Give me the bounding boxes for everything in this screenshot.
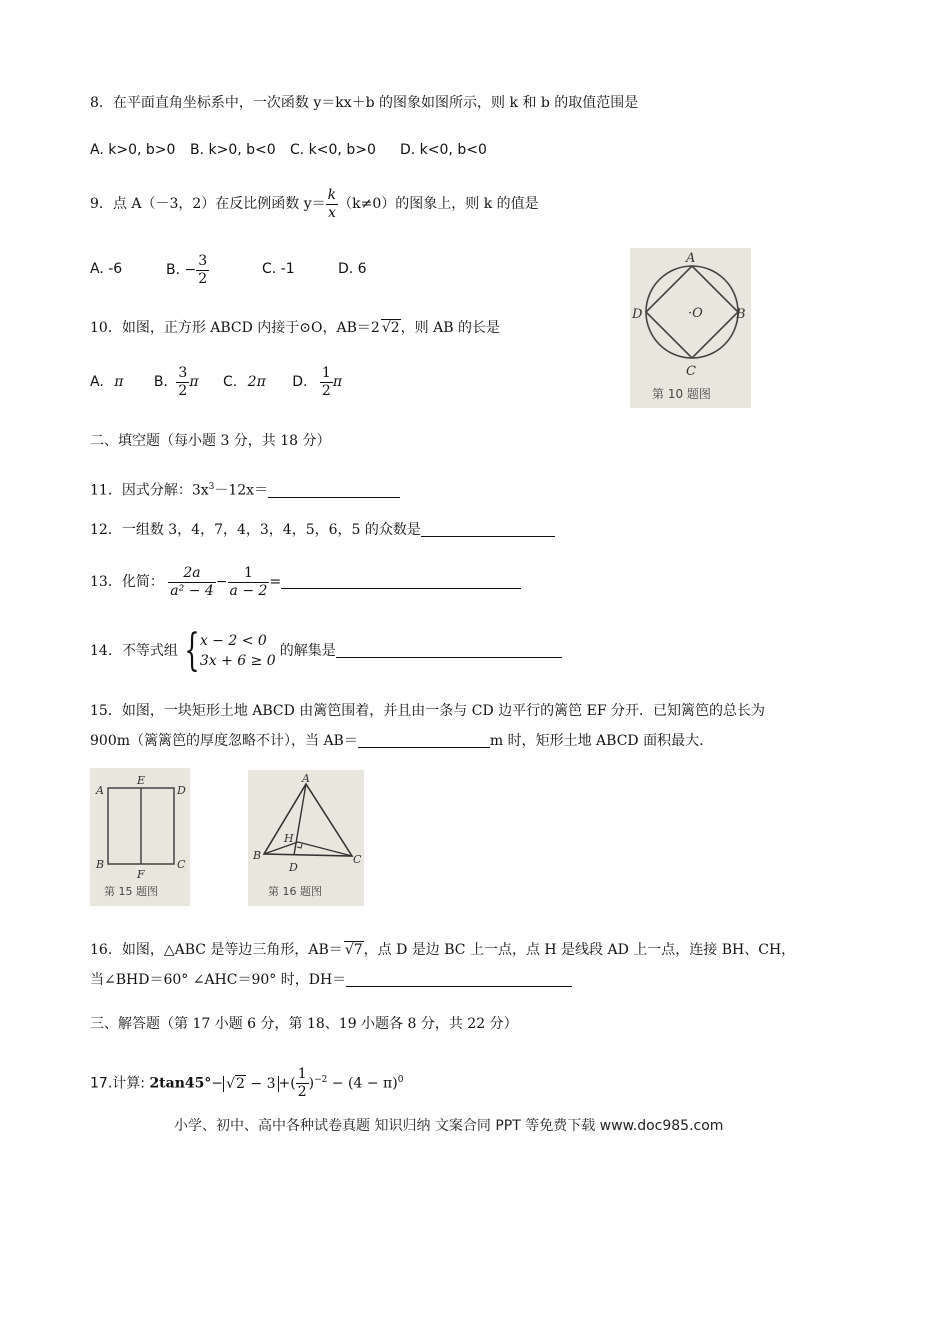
q15-label-b: B (96, 858, 105, 871)
q10-option-d-frac (320, 365, 333, 400)
q9-stem-b: （k≠0）的图象上，则 k 的值是 (338, 196, 539, 212)
q10-figure (630, 248, 751, 408)
q15-answer-blank[interactable] (358, 731, 490, 748)
q9-frac-den: x (326, 204, 338, 222)
q15-label-f: F (137, 868, 145, 881)
q9-fraction (326, 187, 338, 222)
q13-stem: 13．化简： (90, 574, 164, 590)
q9-option-a: A. -6 (90, 261, 123, 277)
q15-line-1: 15．如图，一块矩形土地 ABCD 由篱笆围着，并且由一条与 CD 边平行的篱笆 EF 分开．已知篱笆的总长为 (90, 703, 765, 719)
q9-option-c: C. -1 (262, 261, 295, 277)
q16-label-c: C (353, 853, 362, 866)
q14 (90, 625, 562, 676)
q10-option-d-num: 1 (321, 364, 331, 381)
q17-abs-root: √ (226, 1075, 236, 1092)
q9-stem-a: 9．点 A（－3，2）在反比例函数 y＝ (90, 196, 326, 212)
q9-option-d: D. 6 (338, 261, 367, 277)
q14-brace: { (184, 625, 200, 676)
q10-option-b-den: 2 (178, 382, 188, 399)
q12-stem: 12．一组数 3，4，7，4，3，4，5，6，5 的众数是 (90, 522, 421, 538)
q14-stem-a: 14．不等式组 (90, 643, 178, 659)
q13-f2-den: a − 2 (229, 582, 268, 599)
q10-stem-a: 10．如图，正方形 ABCD 内接于⊙O，AB＝2 (90, 320, 380, 336)
q17-minus: − (211, 1075, 224, 1092)
q16-line-1 (90, 940, 795, 960)
q10-option-d-den: 2 (321, 382, 331, 399)
q9-option-b-label: B. (166, 262, 181, 278)
q16-label-d: D (289, 861, 298, 874)
q13-f1-num: 2a (183, 564, 201, 581)
q10-option-b-label: B. (153, 374, 168, 390)
q14-answer-blank[interactable] (336, 641, 562, 658)
q11-stem-a: 11．因式分解：3x (90, 482, 209, 499)
q16-caption: 第 16 题图 (268, 885, 322, 898)
q14-stem-b: 的解集是 (279, 643, 336, 659)
q11 (90, 477, 400, 501)
q13-minus: − (215, 574, 228, 590)
q16-sqrt-val: 7 (353, 942, 363, 958)
q9-option-b-frac (196, 253, 209, 288)
q16-figure (248, 770, 364, 906)
q10-option-a-label: A. (90, 374, 104, 390)
q15-label-a: A (96, 784, 104, 797)
q17-term-pi: − (4 − π) (327, 1075, 398, 1092)
q16-answer-blank[interactable] (346, 970, 572, 987)
q13-eq: = (269, 574, 282, 590)
q17 (90, 1060, 403, 1104)
section-3-heading: 三、解答题（第 17 小题 6 分，第 18、19 小题各 8 分，共 22 分） (90, 1016, 518, 1032)
q13-answer-blank[interactable] (281, 572, 521, 589)
q13-f2-num: 1 (244, 564, 253, 581)
q13-f1-den: a² − 4 (170, 582, 214, 599)
q15-caption: 第 15 题图 (104, 885, 158, 898)
q10-label-b: B (736, 307, 746, 322)
q10-stem (90, 318, 500, 338)
q14-ineq-2: 3x + 6 ≥ 0 (199, 653, 276, 669)
q10-option-d-pi: π (332, 374, 343, 390)
q10-option-c-label: C. (222, 374, 238, 390)
q17-exp-1: −2 (314, 1075, 328, 1085)
q8-option-c: C. k<0, b>0 (290, 142, 376, 158)
footer-download-note: 小学、初中、高中各种试卷真题 知识归纳 文案合同 PPT 等免费下载 www.doc985.com (174, 1118, 724, 1134)
q16-line-2-text: 当∠BHD＝60° ∠AHC＝90° 时，DH＝ (90, 972, 347, 988)
q12-answer-blank[interactable] (421, 520, 555, 537)
q15-label-d: D (177, 784, 186, 797)
q17-abs-rest: − 3 (245, 1075, 276, 1092)
q10-option-b-num: 3 (178, 364, 188, 381)
q16-label-h: H (284, 832, 294, 845)
q16-line-2 (90, 970, 572, 990)
q10-sqrt: √2 (381, 320, 400, 336)
q10-option-b-frac (176, 365, 189, 400)
q14-system (200, 631, 276, 671)
q17-half-den: 2 (297, 1084, 307, 1101)
q10-options (90, 364, 342, 400)
q17-stem: 17.计算: (90, 1075, 145, 1092)
q16-sqrt: √7 (344, 942, 363, 958)
q10-stem-b: ，则 AB 的长是 (400, 320, 500, 336)
q10-option-a-val: π (114, 374, 124, 390)
q10-label-o: ·O (688, 306, 703, 321)
q10-option-d-label: D. (292, 374, 308, 390)
q17-abs (223, 1076, 278, 1092)
q15-figure (90, 768, 190, 906)
q10-sqrt-val: 2 (390, 320, 400, 336)
q11-sup: 3 (208, 482, 215, 492)
q10-label-c: C (686, 364, 696, 379)
q13-frac-2 (228, 565, 270, 600)
q13-frac-1 (168, 565, 216, 600)
q17-half (296, 1066, 309, 1101)
q17-close-paren: ) (308, 1075, 315, 1092)
q11-stem-b: －12x＝ (214, 482, 269, 499)
q15-label-c: C (177, 858, 186, 871)
q17-half-num: 1 (297, 1066, 307, 1083)
q10-option-c-val: 2π (247, 374, 266, 390)
q10-option-b-pi: π (189, 374, 199, 390)
q17-term-tan: 2tan45° (149, 1075, 212, 1092)
q15-label-e: E (137, 774, 146, 787)
q8-option-d: D. k<0, b<0 (400, 142, 487, 158)
q9-stem (90, 186, 539, 222)
q10-label-d: D (632, 307, 643, 322)
q17-abs-sqrt: 2 (236, 1075, 245, 1092)
q11-answer-blank[interactable] (268, 481, 400, 498)
q12 (90, 520, 555, 540)
q13 (90, 562, 521, 602)
q15-line-2-a: 900m（篱篱笆的厚度忽略不计），当 AB＝ (90, 733, 358, 749)
q9-frac-num: k (327, 186, 337, 203)
q16-label-a: A (302, 772, 310, 785)
q9-option-b-num: 3 (198, 252, 208, 269)
q8-option-b: B. k>0, b<0 (190, 142, 276, 158)
q10-caption: 第 10 题图 (652, 387, 711, 401)
q16-line-1-b: ，点 D 是边 BC 上一点，点 H 是线段 AD 上一点，连接 BH、CH， (363, 942, 796, 958)
q9-option-b-sign: − (184, 262, 197, 278)
q8-stem: 8．在平面直角坐标系中，一次函数 y＝kx＋b 的图象如图所示，则 k 和 b 的取值范围是 (90, 95, 639, 111)
q15-line-2 (90, 731, 704, 751)
q9-option-b (166, 252, 209, 288)
q8-option-a: A. k>0, b>0 (90, 142, 176, 158)
q16-right-angle-mark (297, 844, 302, 848)
q14-ineq-1: x − 2 < 0 (199, 633, 267, 649)
q16-line-1-a: 16．如图，△ABC 是等边三角形，AB＝ (90, 942, 343, 958)
q17-plus-paren: +( (278, 1075, 296, 1092)
q17-exp-2: 0 (397, 1075, 404, 1085)
section-2-heading: 二、填空题（每小题 3 分，共 18 分） (90, 433, 331, 449)
q16-label-b: B (253, 849, 262, 862)
q9-option-b-den: 2 (198, 270, 208, 287)
q15-line-2-b: m 时，矩形土地 ABCD 面积最大. (489, 733, 704, 749)
q10-label-a: A (686, 251, 696, 266)
